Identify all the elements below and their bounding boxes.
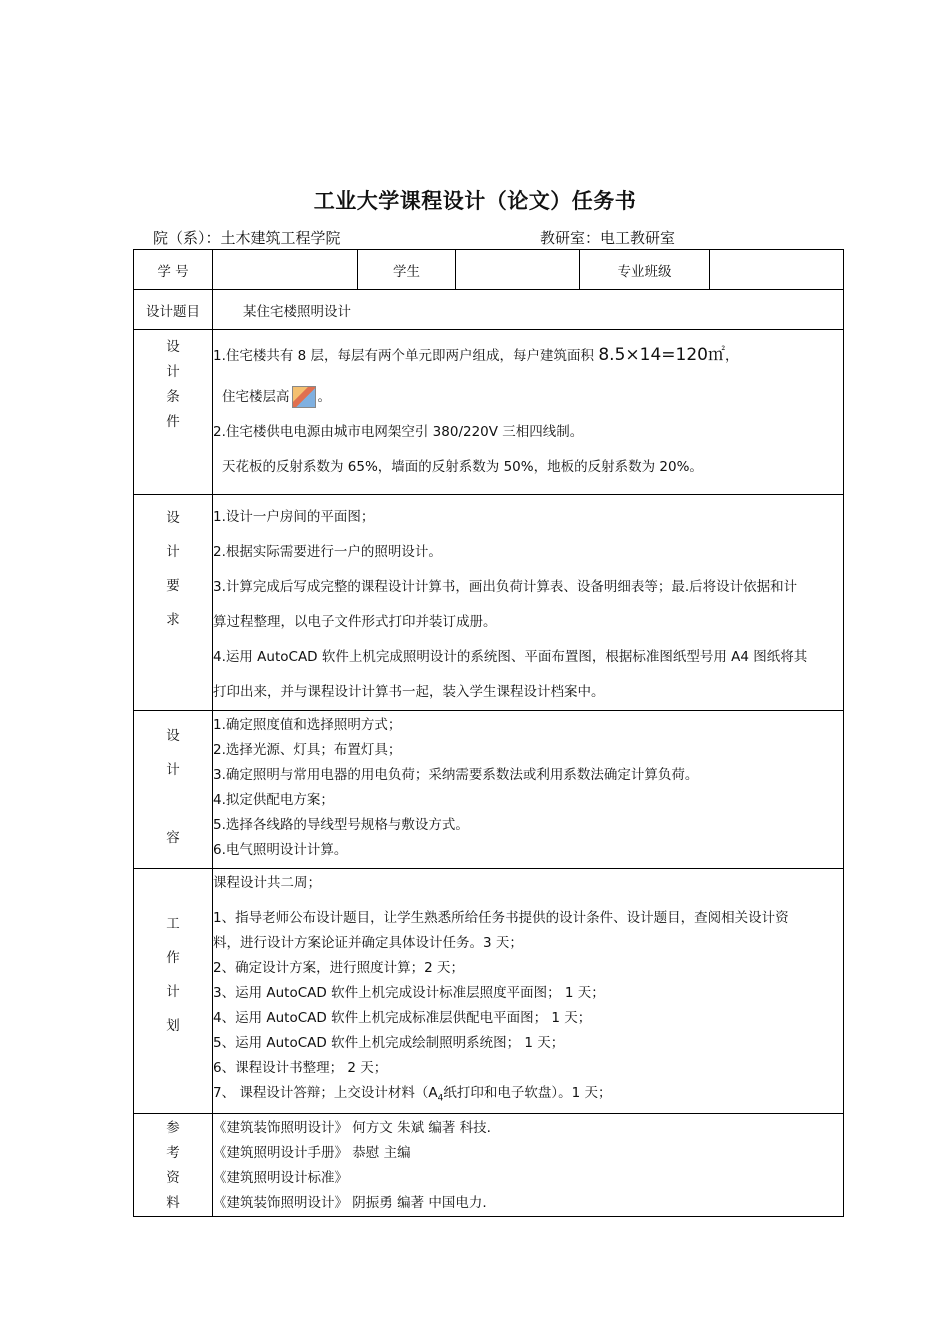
content-label-char: 容 <box>166 830 180 846</box>
header-row <box>134 250 844 290</box>
conditions-label-char: 件 <box>166 414 180 430</box>
conditions-label-char: 计 <box>166 364 180 380</box>
requirements-content <box>213 495 844 711</box>
requirement-line: 算过程整理，以电子文件形式打印并装订成册。 <box>213 614 497 630</box>
plan-line: 6、课程设计书整理； 2 天； <box>213 1060 388 1076</box>
references-label-char: 料 <box>166 1195 180 1211</box>
content-label <box>134 711 213 869</box>
plan-label-char: 工 <box>166 916 180 932</box>
task-table <box>133 249 844 1217</box>
plan-line: 5、运用 AutoCAD 软件上机完成绘制照明系统图； 1 天； <box>213 1035 565 1051</box>
reference-line: 《建筑照明设计标准》 <box>213 1170 348 1186</box>
plan-label-char: 划 <box>166 1018 180 1034</box>
plan-line: 3、运用 AutoCAD 软件上机完成设计标准层照度平面图； 1 天； <box>213 985 605 1001</box>
student-id-label: 学 号 <box>134 250 213 290</box>
topic-label: 设计题目 <box>134 290 213 330</box>
conditions-line: 住宅楼层高 。 <box>213 386 843 408</box>
content-line: 4.拟定供配电方案； <box>213 792 334 808</box>
content-label-char: 计 <box>166 762 180 778</box>
plan-line: 料，进行设计方案论证并确定具体设计任务。3 天； <box>213 935 523 951</box>
content-row <box>134 711 844 869</box>
plan-content <box>213 869 844 1114</box>
requirements-label-char: 设 <box>166 510 180 526</box>
references-label-char: 考 <box>166 1145 180 1161</box>
requirements-label-char: 求 <box>166 612 180 628</box>
conditions-label-char: 条 <box>166 389 180 405</box>
content-line: 2.选择光源、灯具；布置灯具； <box>213 742 402 758</box>
plan-label-char: 计 <box>166 984 180 1000</box>
requirements-label-char: 计 <box>166 544 180 560</box>
student-name-label: 学生 <box>358 250 456 290</box>
conditions-content <box>213 330 844 495</box>
plan-line: 4、运用 AutoCAD 软件上机完成标准层供配电平面图； 1 天； <box>213 1010 592 1026</box>
class-value[interactable] <box>710 250 844 290</box>
references-label <box>134 1114 213 1217</box>
references-label-char: 资 <box>166 1170 180 1186</box>
conditions-row <box>134 330 844 495</box>
department-field: 院（系）：土木建筑工程学院 <box>153 229 341 247</box>
plan-label-char: 作 <box>166 950 180 966</box>
content-content <box>213 711 844 869</box>
plan-line: 7、 课程设计答辩；上交设计材料（$A_4$纸打印和电子软盘）。1 天； <box>213 1085 612 1104</box>
conditions-label <box>134 330 213 495</box>
requirements-row <box>134 495 844 711</box>
plan-row <box>134 869 844 1114</box>
document-title: 工业大学课程设计（论文）任务书 <box>313 189 637 213</box>
content-line: 3.确定照明与常用电器的用电负荷；采纳需要系数法或利用系数法确定计算负荷。 <box>213 767 699 783</box>
conditions-line: 天花板的反射系数为 65%，墙面的反射系数为 50%，地板的反射系数为 20%。 <box>222 459 703 475</box>
content-line: 1.确定照度值和选择照明方式； <box>213 717 402 733</box>
reference-line: 《建筑照明设计手册》 恭慰 主编 <box>213 1145 411 1161</box>
content-label-char: 设 <box>166 728 180 744</box>
area-formula: 8.5×14=120㎡ <box>598 345 725 365</box>
references-content <box>213 1114 844 1217</box>
topic-value: 某住宅楼照明设计 <box>213 290 844 330</box>
requirement-line: 打印出来，并与课程设计计算书一起，装入学生课程设计档案中。 <box>213 684 605 700</box>
reference-line: 《建筑装饰照明设计》 阴振勇 编著 中国电力. <box>213 1195 487 1211</box>
references-label-char: 参 <box>166 1120 180 1136</box>
plan-line: 2、确定设计方案，进行照度计算；2 天； <box>213 960 464 976</box>
conditions-label-char: 设 <box>166 339 180 355</box>
requirements-label <box>134 495 213 711</box>
class-label: 专业班级 <box>580 250 710 290</box>
topic-row <box>134 290 844 330</box>
plan-label <box>134 869 213 1114</box>
requirement-line: 2.根据实际需要进行一户的照明设计。 <box>213 544 442 560</box>
requirements-label-char: 要 <box>166 578 180 594</box>
requirement-line: 3.计算完成后写成完整的课程设计计算书，画出负荷计算表、设备明细表等；最.后将设计依据和计 <box>213 579 798 595</box>
student-id-value[interactable] <box>213 250 358 290</box>
content-line: 5.选择各线路的导线型号规格与敷设方式。 <box>213 817 469 833</box>
requirement-line: 4.运用 AutoCAD 软件上机完成照明设计的系统图、平面布置图，根据标准图纸型号用 A4 图纸将其 <box>213 649 808 665</box>
conditions-line: 1.住宅楼共有 8 层，每层有两个单元即两户组成，每户建筑面积 8.5×14=120㎡， <box>213 345 739 365</box>
references-row <box>134 1114 844 1217</box>
plan-line: 课程设计共二周； <box>213 875 321 891</box>
office-field: 教研室：电工教研室 <box>540 229 676 247</box>
plan-line: 1、指导老师公布设计题目，让学生熟悉所给任务书提供的设计条件、设计题目，查阅相关设计资 <box>213 910 789 926</box>
student-name-value[interactable] <box>456 250 580 290</box>
conditions-line: 2.住宅楼供电电源由城市电网架空引 380/220V 三相四线制。 <box>213 424 584 440</box>
requirement-line: 1.设计一户房间的平面图； <box>213 509 375 525</box>
reference-line: 《建筑装饰照明设计》 何方文 朱斌 编著 科技. <box>213 1120 491 1136</box>
content-line: 6.电气照明设计计算。 <box>213 842 348 858</box>
broken-image-icon <box>292 386 316 408</box>
